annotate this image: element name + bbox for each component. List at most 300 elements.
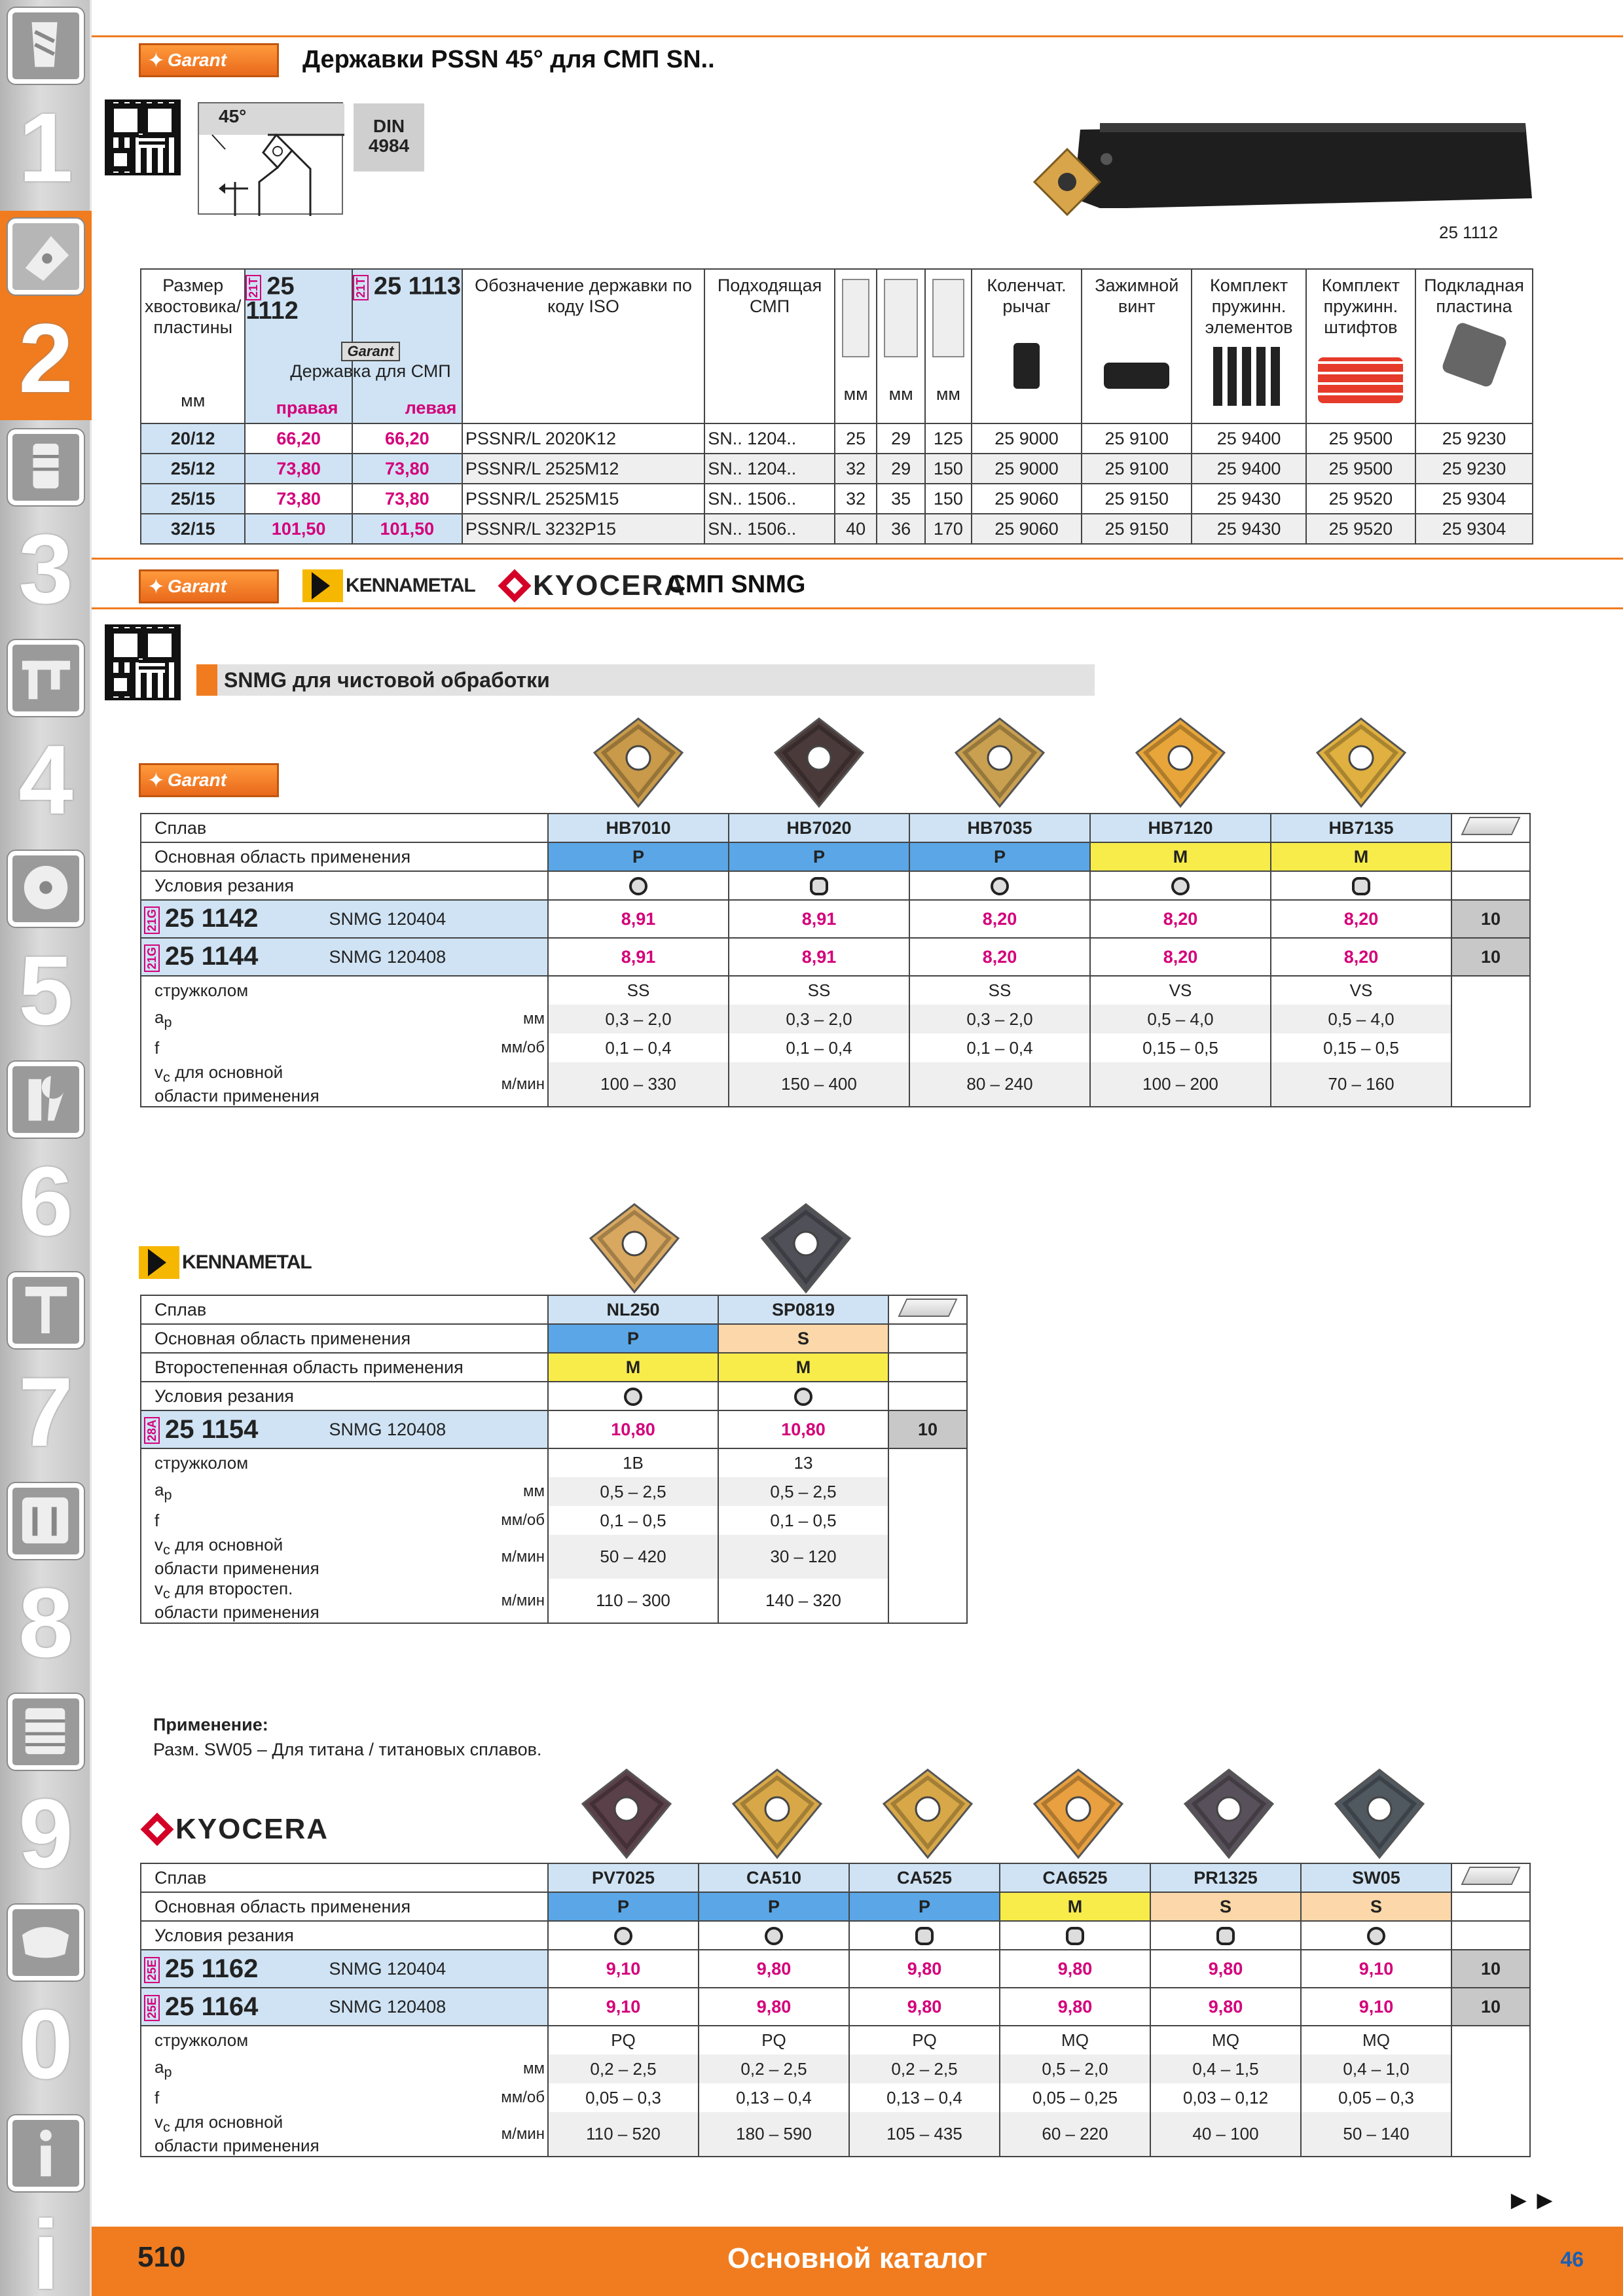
table-row <box>141 484 1533 514</box>
area-cell: M <box>1271 842 1451 871</box>
cell-insert: SN.. 1506.. <box>704 484 835 514</box>
param-value: 100 – 330 <box>548 1062 729 1107</box>
row-label: Основная область применения <box>141 1892 548 1921</box>
param-value: SS <box>909 976 1090 1005</box>
param-label: $a_p$ <box>141 2054 327 2083</box>
chapter-number: 2 <box>18 303 73 413</box>
empty-cell <box>888 1579 967 1623</box>
next-page-icon[interactable]: ►► <box>1506 2186 1558 2215</box>
cell-h: 32 <box>835 484 877 514</box>
param-value: 0,4 – 1,5 <box>1150 2054 1301 2083</box>
empty-cell <box>1451 2054 1530 2083</box>
pack-header <box>1451 814 1530 842</box>
shim-icon <box>1440 321 1508 389</box>
insert-code: SNMG 120404 <box>327 1950 549 1988</box>
param-label: стружколом <box>141 2026 327 2054</box>
application-title: Применение: <box>153 1715 268 1734</box>
condition-cell <box>1150 1921 1301 1950</box>
param-value: 0,5 – 2,5 <box>718 1477 888 1506</box>
param-value: 150 – 400 <box>729 1062 909 1107</box>
vc-row <box>141 1535 967 1579</box>
chapter-number: 1 <box>18 92 73 202</box>
param-value: 0,2 – 2,5 <box>699 2054 849 2083</box>
section-title: СМП SNMG <box>668 571 806 598</box>
alloy-HB7135: HB7135 <box>1271 814 1451 842</box>
col-l: мм <box>925 269 972 423</box>
article-id: 25 1154 <box>165 1414 259 1444</box>
cell-l: 150 <box>925 454 972 484</box>
price-cell: 9,80 <box>699 1950 849 1988</box>
cell-iso: PSSNR/L 2525M15 <box>462 484 704 514</box>
interrupted-cut-icon <box>915 1927 934 1945</box>
param-value: 0,3 – 2,0 <box>548 1005 729 1033</box>
cutting-conditions-row <box>141 1382 967 1410</box>
param-value: SS <box>548 976 729 1005</box>
price-cell: 8,20 <box>909 900 1090 938</box>
cell-shim: 25 9304 <box>1415 514 1533 544</box>
param-value: VS <box>1090 976 1271 1005</box>
insert-photo-PR1325 <box>1180 1765 1278 1863</box>
param-value: 0,03 – 0,12 <box>1150 2083 1301 2112</box>
price-cell: 8,20 <box>1271 938 1451 976</box>
cell-size: 25/12 <box>141 454 245 484</box>
param-value: 70 – 160 <box>1271 1062 1451 1107</box>
param-value: MQ <box>1000 2026 1150 2054</box>
insert-code: SNMG 120408 <box>327 1988 549 2026</box>
param-value: 110 – 520 <box>548 2112 699 2157</box>
pack-qty: 10 <box>1451 1988 1530 2026</box>
chapter-number: 7 <box>18 1357 73 1467</box>
chipbreaker-row <box>141 1448 967 1477</box>
col-shim: Подкладная пластина <box>1415 269 1533 423</box>
param-unit: м/мин <box>327 1062 549 1107</box>
article-row <box>141 938 1530 976</box>
param-value: 0,3 – 2,0 <box>909 1005 1090 1033</box>
garant-logo: ✦ Garant <box>139 43 279 77</box>
chapter-number: 0 <box>18 1989 73 2099</box>
cell-b: 29 <box>877 454 925 484</box>
continuous-cut-icon <box>765 1927 783 1945</box>
cell-lever: 25 9060 <box>972 514 1082 544</box>
alloy-NL250: NL250 <box>548 1295 718 1324</box>
article-tag: 28A <box>144 1417 160 1444</box>
param-value: 0,5 – 2,5 <box>548 1477 718 1506</box>
col-insert: Подходящая СМП <box>704 269 835 423</box>
empty-cell <box>1451 976 1530 1005</box>
col-iso: Обозначение державки по коду ISO <box>462 269 704 423</box>
param-value: PQ <box>849 2026 1000 2054</box>
garant-logo: ✦ Garant <box>139 763 279 797</box>
cell-springs: 25 9400 <box>1192 454 1305 484</box>
angle-diagram <box>198 102 343 215</box>
area-cell: P <box>548 842 729 871</box>
col-art-right: 21T 25 1112 <box>245 269 352 423</box>
cell-iso: PSSNR/L 3232P15 <box>462 514 704 544</box>
cell-h: 40 <box>835 514 877 544</box>
price-cell: 8,20 <box>1090 900 1271 938</box>
param-value: 0,15 – 0,5 <box>1271 1033 1451 1062</box>
sidebar-item-7[interactable] <box>0 1265 92 1474</box>
catalog-title: Основной каталог <box>727 2242 987 2274</box>
kyocera-logo: KYOCERA <box>145 1813 329 1846</box>
garant-small-logo: Garant <box>341 342 401 361</box>
price-cell: 9,10 <box>1301 1988 1451 2026</box>
param-label: f <box>141 1506 327 1535</box>
secondary-area-row <box>141 1353 967 1382</box>
cell-pins: 25 9500 <box>1306 423 1415 454</box>
empty-cell <box>888 1448 967 1477</box>
param-value: 0,3 – 2,0 <box>729 1005 909 1033</box>
price-cell: 8,20 <box>1271 900 1451 938</box>
turning-insert-icon <box>8 219 84 295</box>
insert-photo-HB7135 <box>1312 713 1410 812</box>
ap-row <box>141 1477 967 1506</box>
interrupted-cut-icon <box>1066 1927 1084 1945</box>
cell-left: 73,80 <box>352 454 462 484</box>
page-number: 510 <box>137 2241 186 2273</box>
row-label: Основная область применения <box>141 1324 548 1353</box>
price-cell: 9,80 <box>1000 1950 1150 1988</box>
row-label: Сплав <box>141 814 548 842</box>
insert-code: SNMG 120408 <box>327 938 549 976</box>
f-row <box>141 1033 1530 1062</box>
garant-logo: ✦ Garant <box>139 569 279 603</box>
param-label: $v_c$ для основной области применения <box>141 2112 327 2157</box>
param-label: $v_c$ для второстеп. области применения <box>141 1579 327 1623</box>
param-label: $a_p$ <box>141 1005 327 1033</box>
area-cell: P <box>548 1892 699 1921</box>
alloy-HB7120: HB7120 <box>1090 814 1271 842</box>
param-unit: мм <box>327 1005 549 1033</box>
param-unit: мм/об <box>327 1033 549 1062</box>
param-unit: м/мин <box>327 1579 549 1623</box>
article-tag: 21G <box>144 906 160 934</box>
row-label: Условия резания <box>141 1382 548 1410</box>
param-value: 0,1 – 0,5 <box>548 1506 718 1535</box>
condition-cell <box>849 1921 1000 1950</box>
param-value: 0,1 – 0,5 <box>718 1506 888 1535</box>
article-number <box>141 938 327 976</box>
kennametal-logo: KENNAMETAL <box>302 569 475 602</box>
sidebar-item-i[interactable] <box>0 2108 92 2296</box>
insert-code: SNMG 120404 <box>327 900 549 938</box>
cell-iso: PSSNR/L 2525M12 <box>462 454 704 484</box>
area-cell: M <box>1000 1892 1150 1921</box>
cell-right: 73,80 <box>245 484 352 514</box>
main-area-row <box>141 1892 1530 1921</box>
cutting-disc-icon <box>8 851 84 927</box>
cabinet-icon <box>8 1694 84 1770</box>
sidebar-item-5[interactable] <box>0 843 92 1052</box>
insert-photo-SW05 <box>1330 1765 1429 1863</box>
article-id: 25 1142 <box>165 904 259 933</box>
pack-qty: 10 <box>1451 938 1530 976</box>
col-b: мм <box>877 269 925 423</box>
qr-code-icon <box>105 99 181 175</box>
empty-cell <box>1451 842 1530 871</box>
wrench-icon <box>8 1062 84 1138</box>
sidebar-item-6[interactable] <box>0 1054 92 1263</box>
col-lever: Коленчат. рычаг <box>972 269 1082 423</box>
cell-springs: 25 9430 <box>1192 514 1305 544</box>
price-cell: 8,20 <box>909 938 1090 976</box>
qr-code-icon <box>105 624 181 700</box>
price-cell: 9,80 <box>849 1988 1000 2026</box>
price-cell: 9,80 <box>1000 1988 1150 2026</box>
param-unit <box>327 1448 549 1477</box>
cell-shim: 25 9304 <box>1415 484 1533 514</box>
param-label: стружколом <box>141 1448 327 1477</box>
param-unit: м/мин <box>327 1535 549 1579</box>
cell-left: 73,80 <box>352 484 462 514</box>
vc-row <box>141 1062 1530 1107</box>
article-number <box>141 1988 327 2026</box>
price-cell: 9,80 <box>699 1988 849 2026</box>
row-label: Условия резания <box>141 871 548 900</box>
kyocera-logo: KYOCERA <box>503 569 686 602</box>
empty-cell <box>888 1477 967 1506</box>
param-value: SS <box>729 976 909 1005</box>
pack-qty: 10 <box>1451 1950 1530 1988</box>
drill-icon <box>8 8 84 84</box>
cell-left: 66,20 <box>352 423 462 454</box>
left-label: левая <box>405 398 457 418</box>
cell-insert: SN.. 1204.. <box>704 423 835 454</box>
condition-cell <box>1000 1921 1150 1950</box>
cell-screw: 25 9150 <box>1082 514 1192 544</box>
alloy-HB7010: HB7010 <box>548 814 729 842</box>
param-value: 0,5 – 4,0 <box>1090 1005 1271 1033</box>
condition-cell <box>729 871 909 900</box>
param-value: 0,13 – 0,4 <box>849 2083 1000 2112</box>
price-cell: 10,80 <box>718 1410 888 1448</box>
alloy-row <box>141 1295 967 1324</box>
empty-cell <box>1451 2083 1530 2112</box>
row-label: Второстепенная область применения <box>141 1353 548 1382</box>
area-cell: M <box>548 1353 718 1382</box>
param-unit <box>327 2026 549 2054</box>
sidebar-item-1[interactable] <box>0 0 92 209</box>
cutting-conditions-row <box>141 1921 1530 1950</box>
table-row <box>141 454 1533 484</box>
price-cell: 8,91 <box>729 900 909 938</box>
toolbox-icon <box>8 1483 84 1559</box>
param-value: 0,1 – 0,4 <box>729 1033 909 1062</box>
param-value: 0,1 – 0,4 <box>548 1033 729 1062</box>
empty-cell <box>1451 1033 1530 1062</box>
param-value: 105 – 435 <box>849 2112 1000 2157</box>
row-label: Сплав <box>141 1863 548 1892</box>
chapter-sidebar <box>0 0 92 2296</box>
alloy-row <box>141 814 1530 842</box>
param-value: 80 – 240 <box>909 1062 1090 1107</box>
garant-insert-table <box>140 813 1531 1107</box>
sidebar-item-8[interactable] <box>0 1475 92 1685</box>
interrupted-cut-icon <box>810 877 828 895</box>
param-unit: м/мин <box>327 2112 549 2157</box>
main-area-row <box>141 842 1530 871</box>
alloy-PV7025: PV7025 <box>548 1863 699 1892</box>
param-unit <box>327 976 549 1005</box>
cell-insert: SN.. 1506.. <box>704 514 835 544</box>
cell-lever: 25 9000 <box>972 423 1082 454</box>
divider <box>92 35 1623 37</box>
param-unit: мм/об <box>327 1506 549 1535</box>
alloy-CA6525: CA6525 <box>1000 1863 1150 1892</box>
pack-qty: 10 <box>888 1410 967 1448</box>
empty-cell <box>1451 1062 1530 1107</box>
table-row <box>141 514 1533 544</box>
param-unit: мм/об <box>327 2083 549 2112</box>
article-row <box>141 1950 1530 1988</box>
cell-b: 35 <box>877 484 925 514</box>
condition-cell <box>1301 1921 1451 1950</box>
interrupted-cut-icon <box>1352 877 1370 895</box>
sidebar-item-9[interactable] <box>0 1686 92 1895</box>
footer <box>92 2227 1623 2296</box>
param-value: 0,4 – 1,0 <box>1301 2054 1451 2083</box>
cell-left: 101,50 <box>352 514 462 544</box>
subsection-stripe: SNMG для чистовой обработки <box>196 664 1095 696</box>
param-value: VS <box>1271 976 1451 1005</box>
empty-cell <box>1451 2026 1530 2054</box>
sidebar-item-3[interactable] <box>0 422 92 631</box>
cell-shim: 25 9230 <box>1415 454 1533 484</box>
param-value: 0,5 – 4,0 <box>1271 1005 1451 1033</box>
param-value: MQ <box>1301 2026 1451 2054</box>
cell-size: 32/15 <box>141 514 245 544</box>
area-cell: M <box>718 1353 888 1382</box>
cell-pins: 25 9520 <box>1306 484 1415 514</box>
param-unit: мм <box>327 2054 549 2083</box>
price-cell: 9,80 <box>1150 1988 1301 2026</box>
param-label: стружколом <box>141 976 327 1005</box>
vc-row <box>141 2112 1530 2157</box>
param-value: PQ <box>699 2026 849 2054</box>
holder-subheader <box>246 340 495 382</box>
col-art-left: 21T 25 1113 <box>352 269 462 423</box>
param-value: 50 – 140 <box>1301 2112 1451 2157</box>
param-unit: мм <box>327 1477 549 1506</box>
spring-elements-icon <box>1213 347 1285 406</box>
row-label: Условия резания <box>141 1921 548 1950</box>
package-box-icon <box>1461 817 1520 835</box>
param-value: 140 – 320 <box>718 1579 888 1623</box>
right-label: правая <box>276 398 338 418</box>
main-area-row <box>141 1324 967 1353</box>
area-cell: P <box>909 842 1090 871</box>
price-cell: 10,80 <box>548 1410 718 1448</box>
alloy-CA525: CA525 <box>849 1863 1000 1892</box>
article-number <box>141 900 327 938</box>
insert-photo-NL250 <box>585 1199 684 1297</box>
cell-insert: SN.. 1204.. <box>704 454 835 484</box>
price-cell: 8,91 <box>548 900 729 938</box>
insert-photo-CA6525 <box>1029 1765 1127 1863</box>
condition-cell <box>1090 871 1271 900</box>
param-value: PQ <box>548 2026 699 2054</box>
col-springs: Комплект пружинн. элементов <box>1192 269 1305 423</box>
holder-label: Державка для СМП <box>290 361 451 381</box>
cell-right: 73,80 <box>245 454 352 484</box>
price-cell: 8,91 <box>729 938 909 976</box>
cell-iso: PSSNR/L 2020K12 <box>462 423 704 454</box>
ap-row <box>141 1005 1530 1033</box>
param-label: $a_p$ <box>141 1477 327 1506</box>
pliers-icon <box>8 1272 84 1348</box>
cell-right: 101,50 <box>245 514 352 544</box>
kennametal-logo: KENNAMETAL <box>139 1246 312 1279</box>
cell-b: 36 <box>877 514 925 544</box>
alloy-CA510: CA510 <box>699 1863 849 1892</box>
lever-icon <box>1013 343 1040 389</box>
pack-qty: 10 <box>1451 900 1530 938</box>
cell-l: 125 <box>925 423 972 454</box>
article-id: 25 1144 <box>165 942 259 971</box>
photo-caption: 25 1112 <box>1439 223 1499 242</box>
cell-b: 29 <box>877 423 925 454</box>
param-value: 13 <box>718 1448 888 1477</box>
col-h: мм <box>835 269 877 423</box>
din-badge: DIN 4984 <box>354 103 424 171</box>
param-value: 0,05 – 0,3 <box>1301 2083 1451 2112</box>
cell-right: 66,20 <box>245 423 352 454</box>
article-tag: 25E <box>144 1995 160 2021</box>
param-label: f <box>141 2083 327 2112</box>
info-icon <box>8 2115 84 2191</box>
area-cell: P <box>699 1892 849 1921</box>
insert-photo-PV7025 <box>577 1765 676 1863</box>
empty-cell <box>1451 1892 1530 1921</box>
param-value: 0,2 – 2,5 <box>548 2054 699 2083</box>
condition-cell <box>548 871 729 900</box>
spring-pins-icon <box>1318 357 1403 403</box>
continuous-cut-icon <box>991 877 1009 895</box>
pack-header <box>888 1295 967 1324</box>
cell-size: 20/12 <box>141 423 245 454</box>
col-pins: Комплект пружинн. штифтов <box>1306 269 1415 423</box>
package-box-icon <box>1461 1867 1520 1885</box>
article-row <box>141 1410 967 1448</box>
sidebar-item-0[interactable] <box>0 1897 92 2106</box>
alloy-HB7020: HB7020 <box>729 814 909 842</box>
price-cell: 8,20 <box>1090 938 1271 976</box>
cell-l: 150 <box>925 484 972 514</box>
cell-springs: 25 9430 <box>1192 484 1305 514</box>
alloy-SW05: SW05 <box>1301 1863 1451 1892</box>
param-value: 30 – 120 <box>718 1535 888 1579</box>
empty-cell <box>1451 871 1530 900</box>
sidebar-item-4[interactable] <box>0 632 92 842</box>
chipbreaker-row <box>141 2026 1530 2054</box>
param-value: 0,2 – 2,5 <box>849 2054 1000 2083</box>
insert-code: SNMG 120408 <box>327 1410 549 1448</box>
param-value: 0,15 – 0,5 <box>1090 1033 1271 1062</box>
param-value: 0,05 – 0,25 <box>1000 2083 1150 2112</box>
sidebar-item-2[interactable] <box>0 211 92 420</box>
col-size: Размер хвостовика/ пластины мм <box>141 269 245 423</box>
param-value: 110 – 300 <box>548 1579 718 1623</box>
area-cell: S <box>718 1324 888 1353</box>
chipbreaker-row <box>141 976 1530 1005</box>
condition-cell <box>699 1921 849 1950</box>
safety-glasses-icon <box>8 1905 84 1981</box>
empty-cell <box>888 1324 967 1353</box>
application-text: Разм. SW05 – Для титана / титановых сплавов. <box>153 1740 542 1759</box>
cutting-conditions-row <box>141 871 1530 900</box>
row-label: Сплав <box>141 1295 548 1324</box>
insert-photo-HB7020 <box>770 713 868 812</box>
